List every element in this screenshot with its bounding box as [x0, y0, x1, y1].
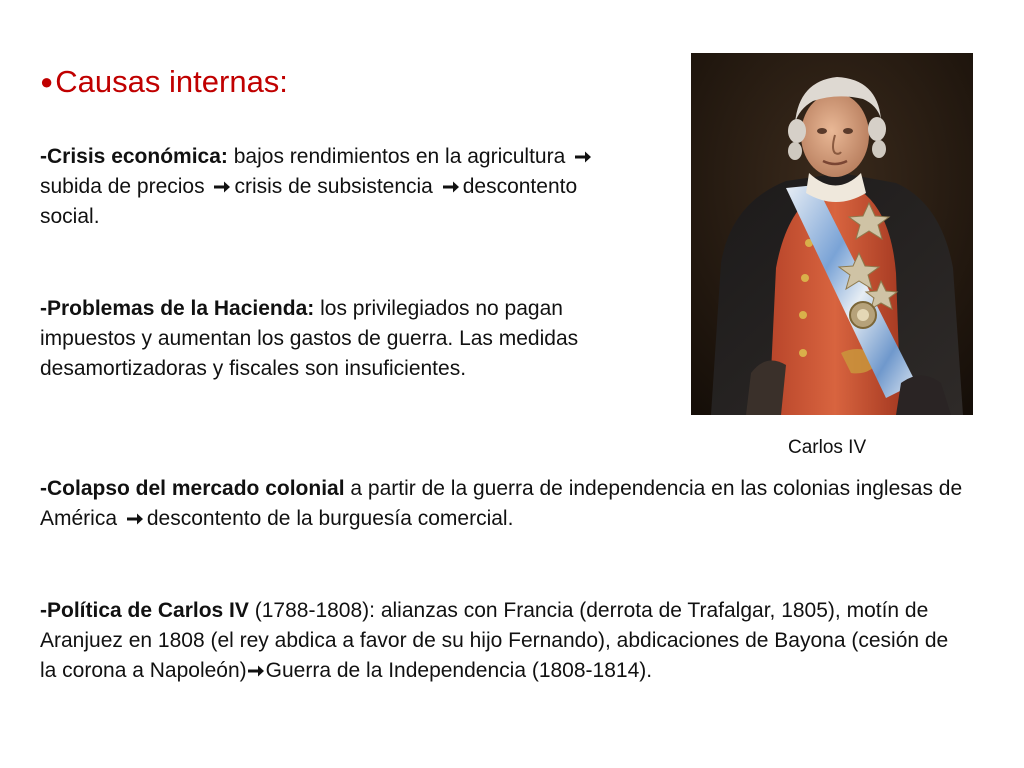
crisis-text-2: subida de precios	[40, 175, 205, 198]
hacienda-label: -Problemas de la Hacienda:	[40, 297, 315, 320]
crisis-label: -Crisis económica:	[40, 145, 228, 168]
right-arrow-icon	[126, 512, 144, 526]
crisis-text-1: bajos rendimientos en la agricultura	[227, 145, 566, 168]
portrait-illustration	[691, 53, 973, 415]
portrait-carlos-iv	[691, 53, 973, 415]
right-arrow-icon	[213, 180, 231, 194]
crisis-text-4: descontento social.	[40, 175, 578, 228]
colonial-text-1: a partir de la guerra de independencia en las colonias inglesas de América	[40, 477, 963, 530]
crisis-text-3: crisis de subsistencia	[234, 175, 433, 198]
hacienda-text: los privilegiados no pagan impuestos y aumentan los gastos de guerra. Las medidas desamortizadoras y fiscales son insuficientes.	[40, 297, 579, 380]
colonial-label: -Colapso del mercado colonial	[40, 477, 345, 500]
right-arrow-icon	[574, 150, 592, 164]
politica-text-1: (1788-1808): alianzas con Francia (derrota de Trafalgar, 1805), motín de Aranjuez en 1808 (el rey abdica a favor de su hijo Fernando), abdicaciones de Bayona (cesión de la corona a Napoleón)	[40, 599, 949, 682]
title-bullet-icon: ●	[40, 69, 54, 94]
politica-text-2: Guerra de la Independencia (1808-1814).	[265, 659, 653, 682]
right-arrow-icon	[247, 664, 265, 678]
slide-title	[40, 62, 288, 102]
paragraph-colapso-colonial	[40, 474, 970, 534]
paragraph-crisis-economica	[40, 142, 600, 232]
paragraph-hacienda	[40, 294, 660, 384]
politica-label: -Política de Carlos IV	[40, 599, 249, 622]
portrait-caption: Carlos IV	[788, 437, 867, 458]
right-arrow-icon	[442, 180, 460, 194]
paragraph-politica-carlos-iv	[40, 596, 970, 686]
title-text: Causas internas:	[55, 64, 288, 99]
colonial-text-2: descontento de la burguesía comercial.	[146, 507, 514, 530]
